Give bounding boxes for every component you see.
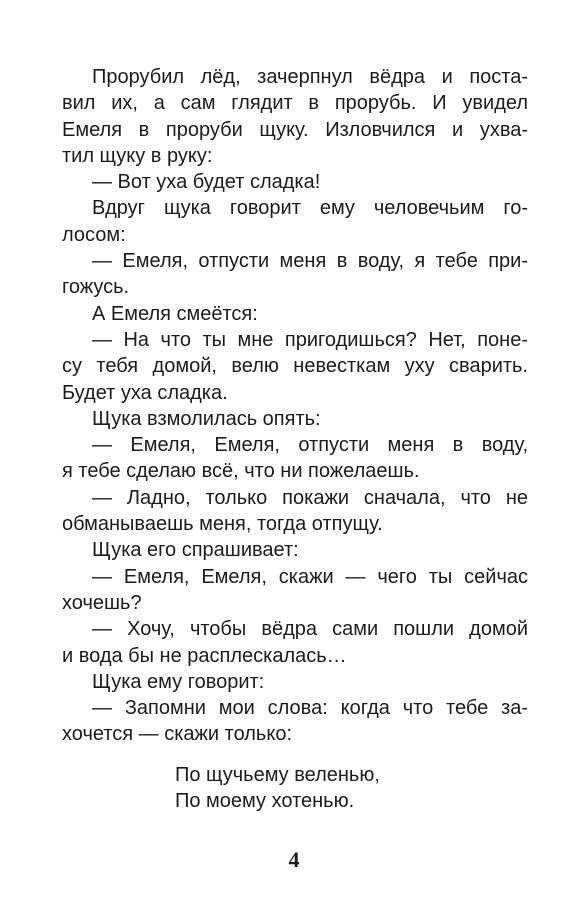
text-line: вил их, а сам глядит в прорубь. И увидел xyxy=(62,92,528,115)
incantation-verse xyxy=(175,762,475,814)
text-line: хочется — скажи только: xyxy=(62,723,292,746)
text-line: — Емеля, Емеля, отпусти меня в воду, xyxy=(92,434,528,457)
text-line: Емеля в проруби щуку. Изловчился и ухва- xyxy=(62,118,528,141)
text-line: Будет уха сладка. xyxy=(62,381,228,404)
page-number: 4 xyxy=(288,847,300,872)
text-line: тил щуку в руку: xyxy=(62,144,213,167)
text-line: А Емеля смеётся: xyxy=(92,302,258,325)
text-line: — Ладно, только покажи сначала, что не xyxy=(92,486,528,509)
text-line: обманываешь меня, тогда отпущу. xyxy=(62,513,383,536)
text-line: гожусь. xyxy=(62,276,130,299)
text-line: — Запомни мои слова: когда что тебе за- xyxy=(92,697,528,720)
text-line: — Хочу, чтобы вёдра сами пошли домой xyxy=(92,618,528,641)
text-line: су тебя домой, велю невесткам уху сварить. xyxy=(62,355,528,378)
story-text xyxy=(62,64,528,748)
text-line: Щука его спрашивает: xyxy=(92,539,299,562)
text-line: Щука ему говорит: xyxy=(92,670,265,693)
verse-line: По щучьему веленью, xyxy=(175,764,380,786)
text-line: — Емеля, отпусти меня в воду, я тебе при- xyxy=(92,250,528,273)
text-line: Щука взмолилась опять: xyxy=(92,407,321,430)
text-line: я тебе сделаю всё, что ни пожелаешь. xyxy=(62,460,420,483)
text-line: — Вот уха будет сладка! xyxy=(92,171,321,194)
text-line: — На что ты мне пригодишься? Нет, поне- xyxy=(92,328,528,351)
text-line: Прорубил лёд, зачерпнул вёдра и поста- xyxy=(92,66,528,88)
verse-line: По моему хотенью. xyxy=(175,790,355,812)
text-line: Вдруг щука говорит ему человечьим го- xyxy=(92,197,528,220)
text-line: лосом: xyxy=(62,223,126,246)
text-line: и вода бы не расплескалась… xyxy=(62,644,347,667)
text-line: хочешь? xyxy=(62,591,142,614)
text-line: — Емеля, Емеля, скажи — чего ты сейчас xyxy=(92,565,528,588)
